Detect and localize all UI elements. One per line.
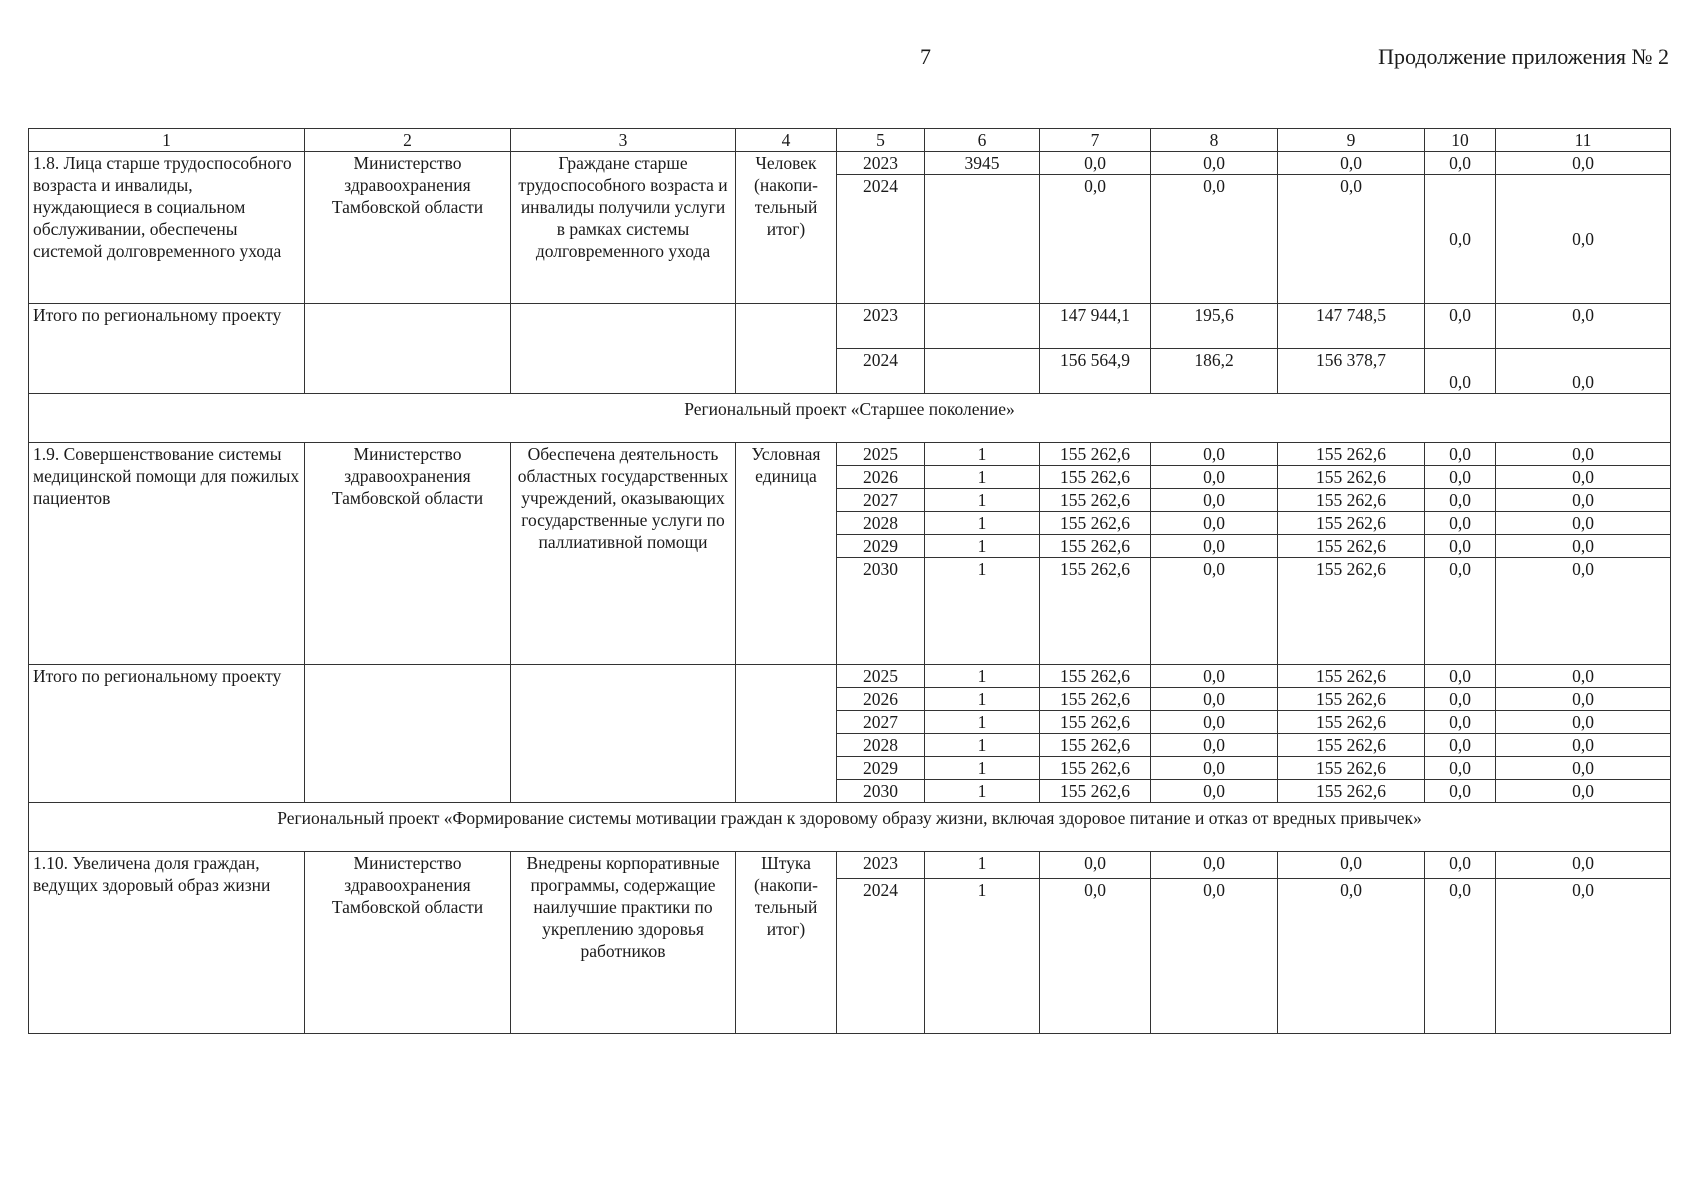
measure-name: 1.10. Увеличена доля граждан, ведущих здоровый образ жизни <box>29 852 305 1034</box>
year-cell: 2023 <box>837 852 925 879</box>
value-cell: 0,0 <box>1151 489 1278 512</box>
quantity-cell: 1 <box>925 443 1040 466</box>
year-cell: 2029 <box>837 757 925 780</box>
value-cell: 0,0 <box>1040 852 1151 879</box>
empty-cell <box>305 665 511 803</box>
year-cell: 2027 <box>837 489 925 512</box>
quantity-cell: 1 <box>925 512 1040 535</box>
value-cell: 0,0 <box>1151 443 1278 466</box>
year-cell: 2023 <box>837 304 925 349</box>
quantity-cell <box>925 349 1040 394</box>
value-cell: 147 944,1 <box>1040 304 1151 349</box>
measure-name: 1.8. Лица старше трудоспособного возраста и инвалиды, нуждающиеся в социальном обслуживании, обеспечены системой долговременного ухода <box>29 152 305 304</box>
value-cell: 155 262,6 <box>1040 489 1151 512</box>
total-label: Итого по региональному проекту <box>29 665 305 803</box>
unit: Штука (накопи-тельный итог) <box>736 852 837 1034</box>
col-header: 3 <box>511 129 736 152</box>
value-cell: 155 262,6 <box>1040 466 1151 489</box>
responsible-ministry: Министерство здравоохранения Тамбовской области <box>305 152 511 304</box>
quantity-cell: 1 <box>925 558 1040 665</box>
value-cell: 0,0 <box>1278 879 1425 1034</box>
responsible-ministry: Министерство здравоохранения Тамбовской области <box>305 443 511 665</box>
responsible-ministry: Министерство здравоохранения Тамбовской области <box>305 852 511 1034</box>
financing-table <box>28 128 1671 1034</box>
value-cell: 155 262,6 <box>1278 780 1425 803</box>
col-header: 11 <box>1496 129 1671 152</box>
value-cell: 0,0 <box>1425 349 1496 394</box>
col-header: 6 <box>925 129 1040 152</box>
value-cell: 156 564,9 <box>1040 349 1151 394</box>
value-cell: 195,6 <box>1151 304 1278 349</box>
value-cell: 155 262,6 <box>1278 443 1425 466</box>
value-cell: 0,0 <box>1151 852 1278 879</box>
value-cell: 0,0 <box>1496 443 1671 466</box>
quantity-cell <box>925 175 1040 304</box>
col-header: 8 <box>1151 129 1278 152</box>
value-cell: 0,0 <box>1278 175 1425 304</box>
value-cell: 155 262,6 <box>1278 688 1425 711</box>
value-cell: 0,0 <box>1496 879 1671 1034</box>
value-cell: 155 262,6 <box>1040 757 1151 780</box>
value-cell: 0,0 <box>1151 757 1278 780</box>
value-cell: 0,0 <box>1151 175 1278 304</box>
quantity-cell: 1 <box>925 665 1040 688</box>
value-cell: 0,0 <box>1425 780 1496 803</box>
col-header: 4 <box>736 129 837 152</box>
value-cell: 0,0 <box>1151 688 1278 711</box>
value-cell: 0,0 <box>1425 665 1496 688</box>
value-cell: 0,0 <box>1040 175 1151 304</box>
measure-name: 1.9. Совершенствование системы медицинской помощи для пожилых пациентов <box>29 443 305 665</box>
section-title: Региональный проект «Формирование системы мотивации граждан к здоровому образу жизни, включая здоровое питание и отказ от вредных привычек» <box>29 803 1671 852</box>
col-header: 7 <box>1040 129 1151 152</box>
value-cell: 155 262,6 <box>1040 734 1151 757</box>
value-cell: 156 378,7 <box>1278 349 1425 394</box>
year-cell: 2028 <box>837 512 925 535</box>
value-cell: 0,0 <box>1496 852 1671 879</box>
result-description: Внедрены корпоративные программы, содержащие наилучшие практики по укреплению здоровья работников <box>511 852 736 1034</box>
quantity-cell: 1 <box>925 535 1040 558</box>
value-cell: 155 262,6 <box>1278 535 1425 558</box>
result-description: Граждане старше трудоспособного возраста и инвалиды получили услуги в рамках системы долговременного ухода <box>511 152 736 304</box>
unit: Человек (накопи-тельный итог) <box>736 152 837 304</box>
quantity-cell: 1 <box>925 780 1040 803</box>
value-cell: 0,0 <box>1496 757 1671 780</box>
col-header: 2 <box>305 129 511 152</box>
table-row <box>29 665 1671 688</box>
year-cell: 2023 <box>837 152 925 175</box>
year-cell: 2026 <box>837 466 925 489</box>
value-cell: 155 262,6 <box>1278 489 1425 512</box>
quantity-cell: 1 <box>925 489 1040 512</box>
value-cell: 155 262,6 <box>1040 711 1151 734</box>
value-cell: 0,0 <box>1496 175 1671 304</box>
value-cell: 0,0 <box>1425 535 1496 558</box>
value-cell: 0,0 <box>1496 734 1671 757</box>
year-cell: 2028 <box>837 734 925 757</box>
value-cell: 0,0 <box>1496 349 1671 394</box>
year-cell: 2024 <box>837 349 925 394</box>
value-cell: 0,0 <box>1425 711 1496 734</box>
year-cell: 2026 <box>837 688 925 711</box>
year-cell: 2025 <box>837 443 925 466</box>
value-cell: 155 262,6 <box>1040 512 1151 535</box>
year-cell: 2025 <box>837 665 925 688</box>
value-cell: 0,0 <box>1425 688 1496 711</box>
value-cell: 0,0 <box>1425 443 1496 466</box>
value-cell: 0,0 <box>1040 879 1151 1034</box>
value-cell: 0,0 <box>1425 757 1496 780</box>
value-cell: 0,0 <box>1151 711 1278 734</box>
value-cell: 0,0 <box>1425 466 1496 489</box>
value-cell: 0,0 <box>1496 489 1671 512</box>
empty-cell <box>305 304 511 394</box>
value-cell: 0,0 <box>1151 665 1278 688</box>
col-header: 9 <box>1278 129 1425 152</box>
empty-cell <box>511 304 736 394</box>
value-cell: 155 262,6 <box>1278 665 1425 688</box>
year-cell: 2030 <box>837 558 925 665</box>
year-cell: 2024 <box>837 879 925 1034</box>
value-cell: 155 262,6 <box>1278 466 1425 489</box>
value-cell: 0,0 <box>1496 512 1671 535</box>
page-number: 7 <box>920 44 931 69</box>
total-label: Итого по региональному проекту <box>29 304 305 394</box>
value-cell: 0,0 <box>1425 879 1496 1034</box>
value-cell: 0,0 <box>1151 879 1278 1034</box>
empty-cell <box>736 665 837 803</box>
value-cell: 147 748,5 <box>1278 304 1425 349</box>
value-cell: 155 262,6 <box>1278 711 1425 734</box>
value-cell: 155 262,6 <box>1040 780 1151 803</box>
quantity-cell: 1 <box>925 466 1040 489</box>
empty-cell <box>511 665 736 803</box>
value-cell: 0,0 <box>1425 512 1496 535</box>
col-header: 10 <box>1425 129 1496 152</box>
table-row <box>29 852 1671 879</box>
quantity-cell <box>925 304 1040 349</box>
value-cell: 0,0 <box>1496 535 1671 558</box>
value-cell: 0,0 <box>1151 152 1278 175</box>
appendix-title: Продолжение приложения № 2 <box>1378 44 1669 69</box>
value-cell: 0,0 <box>1496 466 1671 489</box>
table-row <box>29 304 1671 349</box>
value-cell: 0,0 <box>1151 512 1278 535</box>
value-cell: 0,0 <box>1278 152 1425 175</box>
col-header: 5 <box>837 129 925 152</box>
year-cell: 2024 <box>837 175 925 304</box>
value-cell: 155 262,6 <box>1040 688 1151 711</box>
value-cell: 155 262,6 <box>1040 558 1151 665</box>
value-cell: 155 262,6 <box>1040 443 1151 466</box>
value-cell: 0,0 <box>1425 852 1496 879</box>
value-cell: 155 262,6 <box>1040 535 1151 558</box>
value-cell: 0,0 <box>1151 535 1278 558</box>
value-cell: 0,0 <box>1040 152 1151 175</box>
value-cell: 0,0 <box>1425 734 1496 757</box>
unit: Условная единица <box>736 443 837 665</box>
quantity-cell: 1 <box>925 852 1040 879</box>
quantity-cell: 1 <box>925 757 1040 780</box>
col-header: 1 <box>29 129 305 152</box>
year-cell: 2029 <box>837 535 925 558</box>
quantity-cell: 3945 <box>925 152 1040 175</box>
value-cell: 0,0 <box>1425 152 1496 175</box>
value-cell: 0,0 <box>1425 304 1496 349</box>
empty-cell <box>736 304 837 394</box>
quantity-cell: 1 <box>925 688 1040 711</box>
value-cell: 0,0 <box>1496 304 1671 349</box>
value-cell: 186,2 <box>1151 349 1278 394</box>
value-cell: 0,0 <box>1425 175 1496 304</box>
table-row <box>29 152 1671 175</box>
section-title: Региональный проект «Старшее поколение» <box>29 394 1671 443</box>
value-cell: 0,0 <box>1151 466 1278 489</box>
value-cell: 155 262,6 <box>1278 558 1425 665</box>
value-cell: 0,0 <box>1496 558 1671 665</box>
year-cell: 2030 <box>837 780 925 803</box>
value-cell: 0,0 <box>1151 780 1278 803</box>
year-cell: 2027 <box>837 711 925 734</box>
value-cell: 0,0 <box>1151 558 1278 665</box>
quantity-cell: 1 <box>925 879 1040 1034</box>
value-cell: 155 262,6 <box>1278 734 1425 757</box>
value-cell: 0,0 <box>1425 489 1496 512</box>
column-number-row <box>29 129 1671 152</box>
value-cell: 0,0 <box>1496 711 1671 734</box>
value-cell: 155 262,6 <box>1278 757 1425 780</box>
section-row <box>29 394 1671 443</box>
quantity-cell: 1 <box>925 711 1040 734</box>
value-cell: 155 262,6 <box>1278 512 1425 535</box>
result-description: Обеспечена деятельность областных государственных учреждений, оказывающих государственные услуги по паллиативной помощи <box>511 443 736 665</box>
value-cell: 155 262,6 <box>1040 665 1151 688</box>
quantity-cell: 1 <box>925 734 1040 757</box>
table-row <box>29 443 1671 466</box>
value-cell: 0,0 <box>1151 734 1278 757</box>
value-cell: 0,0 <box>1425 558 1496 665</box>
value-cell: 0,0 <box>1496 780 1671 803</box>
value-cell: 0,0 <box>1496 665 1671 688</box>
value-cell: 0,0 <box>1496 688 1671 711</box>
value-cell: 0,0 <box>1496 152 1671 175</box>
section-row <box>29 803 1671 852</box>
value-cell: 0,0 <box>1278 852 1425 879</box>
